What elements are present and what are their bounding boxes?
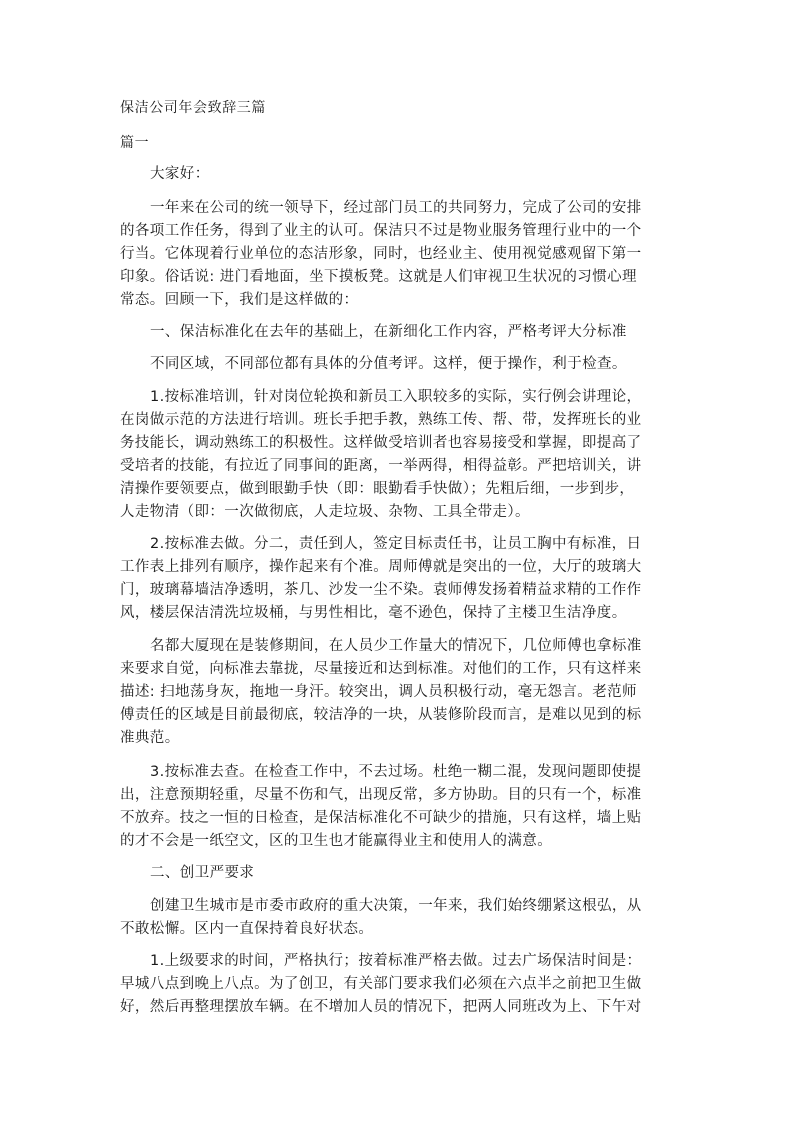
paragraph-line: 1.上级要求的时间，严格执行；按着标准严格去做。过去广场保洁时间是： [150, 953, 642, 969]
paragraph-line: 1.按标准培训，针对岗位轮换和新员工入职较多的实际，实行例会讲理论， [150, 389, 642, 405]
paragraph-line: 不同区域，不同部位都有具体的分值考评。这样，便于操作，利于检查。 [150, 356, 627, 372]
paragraph-line: 工作表上排列有顺序，操作起来有个准。周师傅就是突出的一位，大厅的玻璃大 [120, 559, 642, 575]
paragraph-line: 二、创卫严要求 [150, 865, 255, 881]
paragraph-line: 人走物清（即：一次做彻底，人走垃圾、杂物、工具全带走）。 [120, 504, 530, 520]
paragraph-line: 早城八点到晚上八点。为了创卫，有关部门要求我们必须在六点半之前把卫生做 [120, 976, 642, 992]
paragraph-line: 出，注意预期轻重，尽量不伤和气，出现反常，多方协助。目的只有一个，标准 [120, 787, 642, 803]
paragraph-line: 好，然后再整理摆放车辆。在不增加人员的情况下，把两人同班改为上、下午对 [120, 999, 642, 1015]
paragraph-line: 的各项工作任务，得到了业主的认可。保洁只不过是物业服务管理行业中的一个 [120, 223, 642, 239]
paragraph-line: 清操作要领要点，做到眼勤手快（即：眼勤看手快做）；先粗后细，一步到步， [120, 481, 635, 497]
paragraph-line: 的才不会是一纸空文，区的卫生也才能赢得业主和使用人的满意。 [120, 833, 553, 849]
paragraph-line: 一年来在公司的统一领导下，经过部门员工的共同努力，完成了公司的安排 [150, 200, 642, 216]
paragraph-line: 风，楼层保洁清洗垃圾桶，与男性相比，毫不逊色，保持了主楼卫生洁净度。 [120, 605, 627, 621]
paragraph-line: 3.按标准去查。在检查工作中，不去过场。杜绝一糊二混，发现问题即使提 [150, 764, 642, 780]
paragraph-line: 来要求自觉，向标准去靠拢，尽量接近和达到标准。对他们的工作，只有这样来 [120, 661, 642, 677]
paragraph-line: 受培者的技能，有拉近了同事间的距离，一举两得，相得益彰。严把培训关，讲 [120, 458, 642, 474]
paragraph-line: 务技能长，调动熟练工的积极性。这样做受培训者也容易接受和掌握，即提高了 [120, 435, 642, 451]
section-heading: 篇一 [120, 135, 150, 151]
paragraph-line: 门，玻璃幕墙洁净透明，茶几、沙发一尘不染。袁师傅发扬着精益求精的工作作 [120, 582, 642, 598]
paragraph-line: 傅责任的区域是目前最彻底，较洁净的一块，从装修阶段而言，是难以见到的标 [120, 707, 642, 723]
paragraph-line: 描述: 扫地荡身灰，拖地一身汗。较突出，调人员积极行动，毫无怨言。老范师 [120, 684, 637, 700]
paragraph-line: 不放弃。技之一恒的日检查，是保洁标准化不可缺少的措施，只有这样，墙上贴 [120, 810, 642, 826]
paragraph-line: 不敢松懈。区内一直保持着良好状态。 [120, 921, 374, 937]
paragraph-line: 行当。它体现着行业单位的态洁形象，同时，也经业主、使用视觉感观留下第一 [120, 246, 642, 262]
paragraph-line: 大家好： [150, 166, 210, 182]
paragraph-line: 在岗做示范的方法进行培训。班长手把手教，熟练工传、帮、带，发挥班长的业 [120, 412, 642, 428]
paragraph-line: 常态。回顾一下，我们是这样做的： [120, 292, 359, 308]
document-title: 保洁公司年会致辞三篇 [120, 100, 266, 116]
paragraph-line: 2.按标准去做。分二，责任到人，签定目标责任书，让员工胸中有标准，日 [150, 536, 642, 552]
paragraph-line: 名都大厦现在是装修期间，在人员少工作量大的情况下，几位师傅也拿标准 [150, 638, 642, 654]
paragraph-line: 准典范。 [120, 730, 180, 746]
paragraph-line: 创建卫生城市是市委市政府的重大决策，一年来，我们始终绷紧这根弘，从 [150, 898, 642, 914]
paragraph-line: 一、保洁标准化在去年的基础上，在新细化工作内容，严格考评大分标准 [150, 324, 627, 340]
paragraph-line: 印象。俗话说: 进门看地面，坐下摸板凳。这就是人们审视卫生状况的习惯心理 [120, 269, 637, 285]
